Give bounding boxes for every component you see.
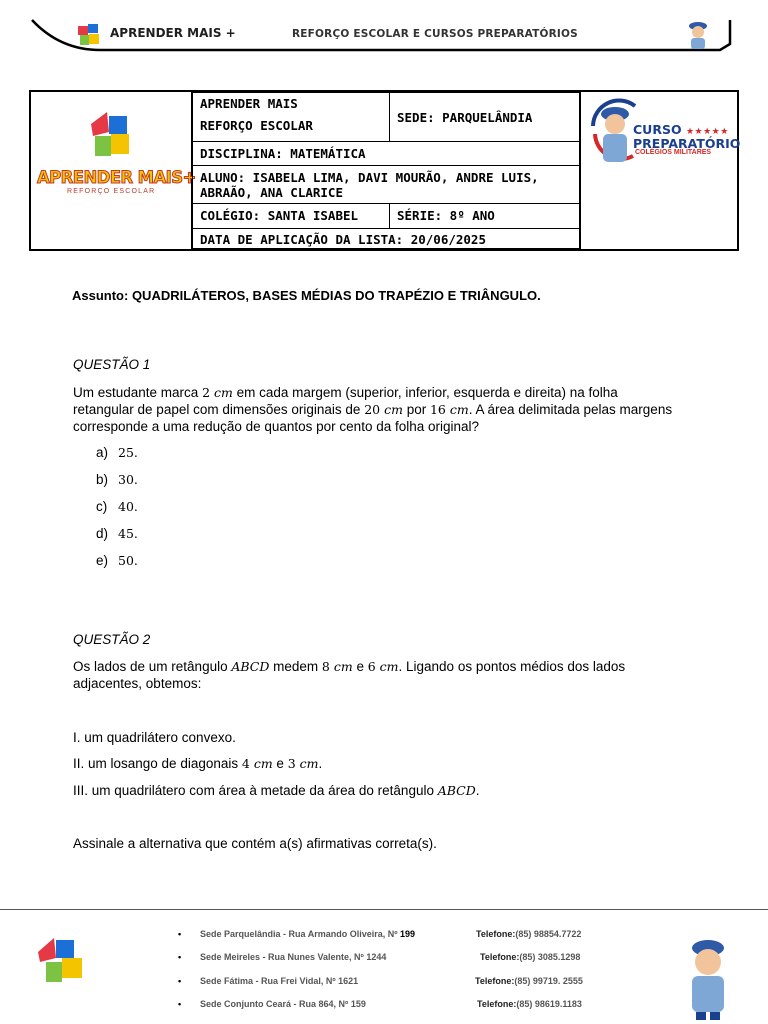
question-2-prompt: Assinale a alternativa que contém a(s) afirmativas correta(s). [73,836,437,851]
school-name-cell [192,92,390,142]
question-1-text: Um estudante marca 2 cm em cada margem (superior, inferior, esquerda e direita) na folha retangular de papel com dimensões originais de 20 cm por 16 cm. A área delimitada pelas margens corresponde a uma redução de quantos por cento da folha original? [73,385,673,434]
soldier-mascot-icon [682,938,734,1022]
school-name: APRENDER MAIS [200,96,298,111]
logo-tagline: REFORÇO ESCOLAR [67,188,156,195]
option-a: a) 25. [96,445,138,460]
address-parquelandia: • Sede Parquelândia - Rua Armando Oliveira, Nº 199 [178,929,416,939]
footer-divider [0,909,768,910]
aluno-cell: ALUNO: ISABELA LIMA, DAVI MOURÃO, ANDRE LUIS, ABRAÃO, ANA CLARICE [192,165,580,204]
sede-cell: SEDE: PARQUELÂNDIA [389,92,580,142]
option-c: c) 40. [96,499,138,514]
curso-label: CURSO ★★★★★ PREPARATÓRIO [633,122,741,151]
banner-subtitle: REFORÇO ESCOLAR E CURSOS PREPARATÓRIOS [292,28,578,40]
top-banner [30,18,732,52]
disciplina-cell: DISCIPLINA: MATEMÁTICA [192,141,580,166]
question-1-title: QUESTÃO 1 [73,357,151,372]
banner-title: APRENDER MAIS + [110,26,236,40]
puzzle-logo-icon [36,934,92,986]
puzzle-logo-icon [87,110,135,162]
data-aplicacao-cell: DATA DE APLICAÇÃO DA LISTA: 20/06/2025 [192,228,580,249]
logo-wordmark: APRENDER MAIS+ [37,168,196,187]
phone-parquelandia: Telefone:(85) 98854.7722 [476,929,582,939]
phone-fatima: Telefone:(85) 99719. 2555 [475,976,583,986]
header-table [29,90,739,251]
school-type: REFORÇO ESCOLAR [200,118,313,133]
statement-ii: II. um losango de diagonais 4 cm e 3 cm. [73,756,323,771]
serie-cell: SÉRIE: 8º ANO [389,203,580,229]
option-b: b) 30. [96,472,138,487]
option-e: e) 50. [96,553,138,568]
question-2-title: QUESTÃO 2 [73,632,151,647]
school-logo [31,92,196,249]
soldier-mascot-icon [684,20,712,50]
subject-line: Assunto: QUADRILÁTEROS, BASES MÉDIAS DO TRAPÉZIO E TRIÂNGULO. [72,288,541,303]
address-conjunto-ceara: • Sede Conjunto Ceará - Rua 864, Nº 159 [178,999,366,1009]
statement-i: I. um quadrilátero convexo. [73,730,236,745]
puzzle-logo-icon [76,22,102,48]
colegio-cell: COLÉGIO: SANTA ISABEL [192,203,390,229]
statement-iii: III. um quadrilátero com área à metade da área do retângulo ABCD. [73,783,480,798]
stars-icon: ★★★★★ [685,127,729,137]
phone-conjunto-ceara: Telefone:(85) 98619.1183 [477,999,582,1009]
address-meireles: • Sede Meireles - Rua Nunes Valente, Nº 1244 [178,952,387,962]
address-fatima: • Sede Fátima - Rua Frei Vidal, Nº 1621 [178,976,359,986]
curso-subtitle: COLÉGIOS MILITARES [635,149,712,156]
phone-meireles: Telefone:(85) 3085.1298 [480,952,581,962]
question-2-intro: Os lados de um retângulo ABCD medem 8 cm e 6 cm. Ligando os pontos médios dos lados adjacentes, obtemos: [73,659,626,691]
curso-preparatorio-logo [579,92,741,249]
option-d: d) 45. [96,526,138,541]
